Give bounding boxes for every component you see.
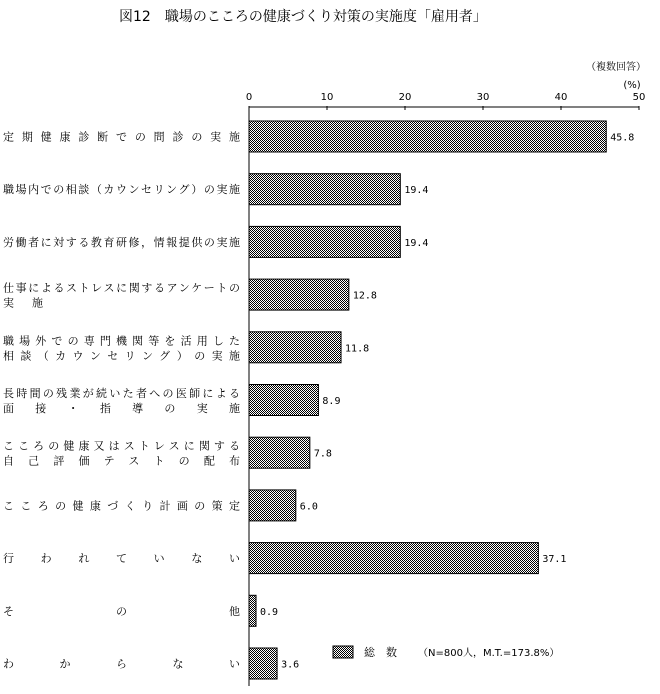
- bar: [249, 385, 318, 416]
- data-label: 3.6: [281, 659, 300, 671]
- chart-title: 図12 職場のこころの健康づくり対策の実施度「雇用者」: [119, 9, 487, 25]
- category-label: 職場内での相談（カウンセリング）の実施: [3, 183, 240, 197]
- x-tick-label: 50: [632, 92, 646, 103]
- category-label: 長時間の残業が続いた者への医師による: [3, 387, 240, 400]
- category-label: 面接・指導の実施: [3, 402, 240, 415]
- data-label: 6.0: [299, 501, 318, 513]
- x-tick-label: 30: [476, 92, 490, 103]
- data-label: 0.9: [260, 606, 279, 618]
- data-label: 11.8: [345, 343, 370, 355]
- legend: [333, 645, 559, 659]
- bar: [249, 279, 349, 310]
- bar: [249, 332, 341, 363]
- category-label: 職場外での専門機関等を活用した: [3, 334, 240, 348]
- bar: [249, 543, 538, 574]
- data-label: 19.4: [404, 185, 429, 197]
- bar: [249, 174, 400, 205]
- bar: [249, 121, 606, 152]
- x-tick-label: 40: [554, 92, 568, 103]
- legend-swatch: [333, 646, 353, 658]
- x-axis-ticks: [246, 92, 646, 110]
- category-label: その他: [3, 604, 240, 618]
- category-label: 労働者に対する教育研修，情報提供の実施: [3, 235, 240, 249]
- category-label: こころの健康又はストレスに関する: [3, 439, 240, 453]
- data-label: 12.8: [352, 290, 377, 302]
- bar: [249, 595, 256, 626]
- data-label: 19.4: [404, 237, 429, 249]
- category-label: 相談（カウンセリング）の実施: [3, 349, 240, 363]
- category-label: 自己評価テストの配布: [3, 454, 240, 468]
- data-label: 37.1: [542, 554, 567, 566]
- bar: [249, 490, 296, 521]
- category-label: わからない: [3, 657, 240, 671]
- bar: [249, 648, 277, 679]
- data-label: 45.8: [610, 132, 635, 144]
- legend-note: （N=800人，M.T.=173.8%）: [418, 648, 560, 659]
- x-tick-label: 20: [398, 92, 412, 103]
- category-label: 実施: [3, 296, 43, 310]
- category-label: 定期健康診断での問診の実施: [3, 130, 240, 144]
- category-label: こころの健康づくり計画の策定: [3, 499, 240, 513]
- data-label: 7.8: [313, 448, 332, 460]
- x-tick-label: 10: [320, 92, 334, 103]
- legend-label: 総 数: [364, 646, 397, 659]
- bar: [249, 437, 310, 468]
- bars: [249, 121, 606, 679]
- category-label: 仕事によるストレスに関するアンケートの: [3, 281, 240, 295]
- x-tick-label: 0: [245, 92, 253, 103]
- bar: [249, 226, 400, 257]
- answer-note: （複数回答）: [586, 62, 646, 73]
- data-label: 8.9: [322, 396, 341, 407]
- category-label: 行われていない: [3, 552, 240, 566]
- unit-label: (%): [623, 80, 641, 91]
- category-labels: [3, 130, 240, 671]
